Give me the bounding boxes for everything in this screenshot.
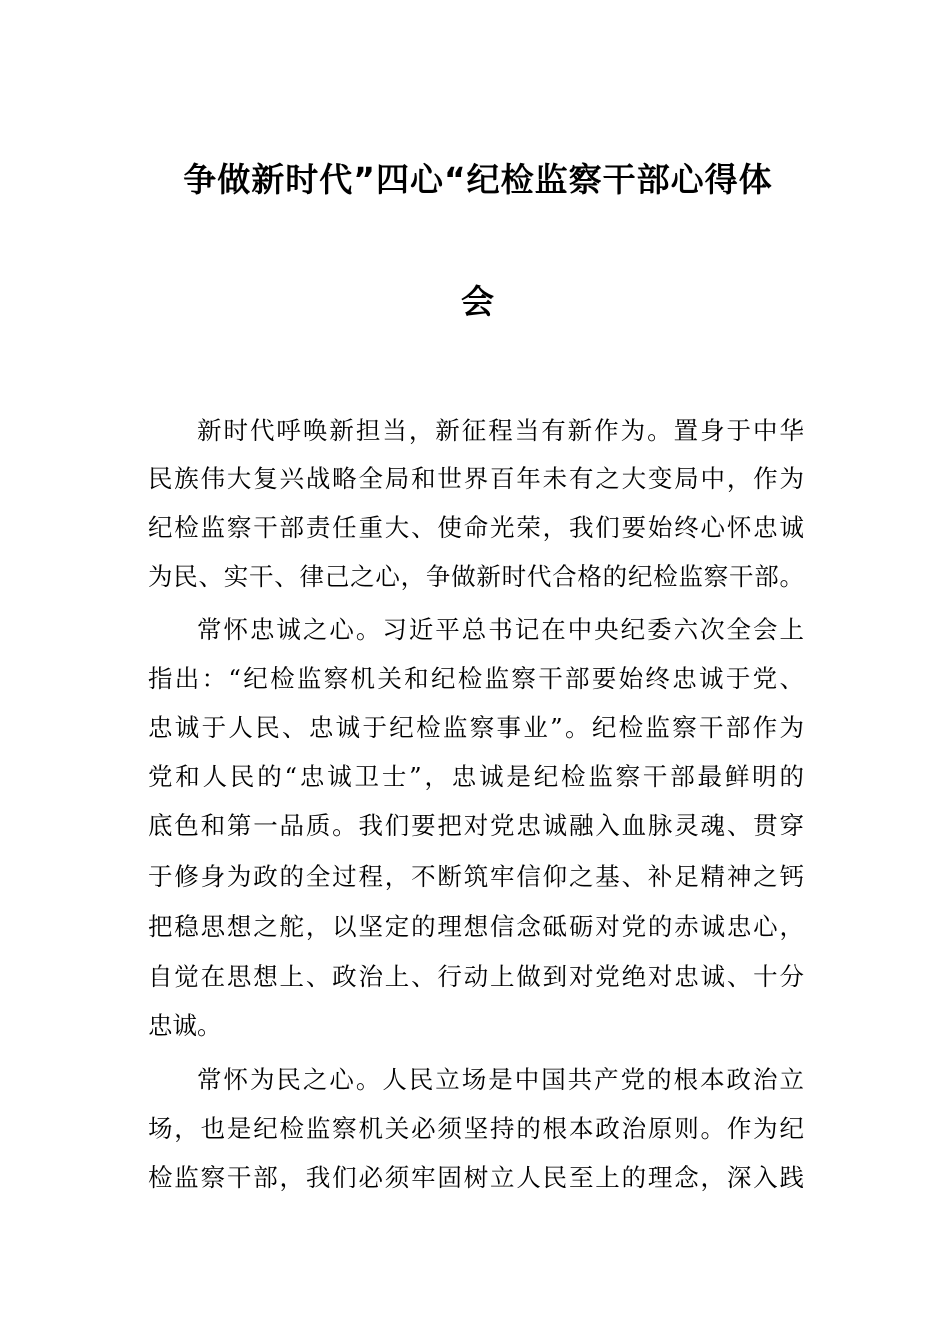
paragraph-2-line-8: 自觉在思想上、政治上、行动上做到对党绝对忠诚、十分 <box>148 962 804 991</box>
paragraph-1-line-2: 民族伟大复兴战略全局和世界百年未有之大变局中，作为 <box>148 464 804 493</box>
paragraph-2-line-5: 底色和第一品质。我们要把对党忠诚融入血脉灵魂、贯穿 <box>148 811 804 840</box>
document-title-line-2: 会 <box>461 282 495 321</box>
paragraph-1-line-4: 为民、实干、律己之心，争做新时代合格的纪检监察干部。 <box>148 562 804 591</box>
paragraph-1-line-1: 新时代呼唤新担当，新征程当有新作为。置身于中华 <box>197 416 804 445</box>
document-title-line-1: 争做新时代”四心“纪检监察干部心得体 <box>183 160 773 199</box>
paragraph-3-line-1: 常怀为民之心。人民立场是中国共产党的根本政治立 <box>197 1065 804 1094</box>
paragraph-2-line-4: 党和人民的“忠诚卫士”，忠诚是纪检监察干部最鲜明的 <box>148 762 804 791</box>
paragraph-2-line-7: 把稳思想之舵，以坚定的理想信念砥砺对党的赤诚忠心， <box>148 912 804 941</box>
paragraph-2-line-3: 忠诚于人民、忠诚于纪检监察事业”。纪检监察干部作为 <box>148 713 804 742</box>
paragraph-2-line-9: 忠诚。 <box>148 1011 222 1040</box>
paragraph-3-line-3: 检监察干部，我们必须牢固树立人民至上的理念，深入践 <box>148 1163 804 1192</box>
paragraph-3-line-2: 场，也是纪检监察机关必须坚持的根本政治原则。作为纪 <box>148 1114 804 1143</box>
paragraph-2-line-2: 指出：“纪检监察机关和纪检监察干部要始终忠诚于党、 <box>148 664 804 693</box>
paragraph-1-line-3: 纪检监察干部责任重大、使命光荣，我们要始终心怀忠诚 <box>148 513 804 542</box>
paragraph-2-line-1: 常怀忠诚之心。习近平总书记在中央纪委六次全会上 <box>197 615 804 644</box>
paragraph-2-line-6: 于修身为政的全过程，不断筑牢信仰之基、补足精神之钙 <box>148 862 804 891</box>
